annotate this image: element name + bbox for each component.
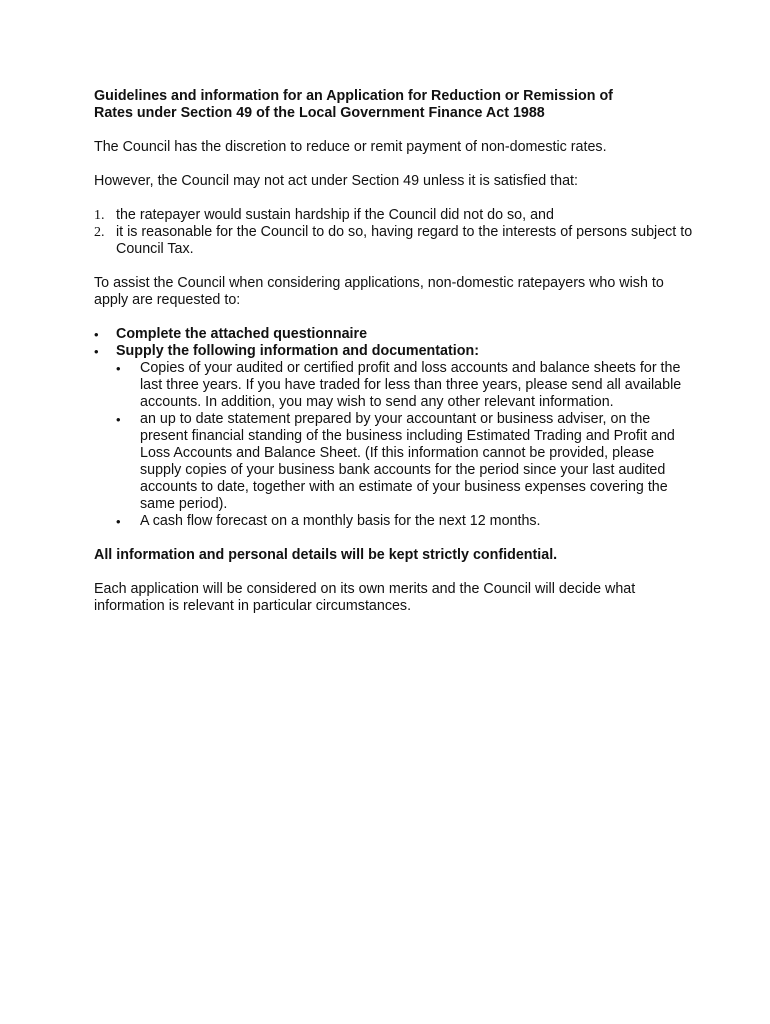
- request-item: [94, 343, 694, 530]
- closing-paragraph: Each application will be considered on its own merits and the Council will decide what information is relevant in particular circumstances.: [94, 581, 636, 614]
- list-number: 1.: [94, 208, 105, 223]
- condition-item: [94, 207, 694, 224]
- request-documentation: Supply the following information and documentation:: [116, 343, 479, 359]
- documentation-sublist: [116, 360, 694, 530]
- request-questionnaire: Complete the attached questionnaire: [116, 326, 368, 342]
- title-line-1: Guidelines and information for an Application for Reduction or Remission of: [94, 88, 613, 104]
- confidentiality-notice: All information and personal details will be kept strictly confidential.: [94, 547, 558, 563]
- documentation-item: [116, 411, 694, 513]
- condition-intro-paragraph: However, the Council may not act under Section 49 unless it is satisfied that:: [94, 173, 578, 189]
- bullet-icon: •: [116, 361, 121, 376]
- bullet-icon: •: [116, 412, 121, 427]
- condition-text: the ratepayer would sustain hardship if the Council did not do so, and: [116, 207, 554, 223]
- documentation-text: A cash flow forecast on a monthly basis for the next 12 months.: [140, 513, 541, 529]
- document-title: [94, 88, 694, 122]
- documentation-text: Copies of your audited or certified profit and loss accounts and balance sheets for the last three years. If you have traded for less than three years, please send all available accounts. In addition, you may wish to send any other relevant information.: [140, 360, 682, 410]
- request-item: [94, 326, 694, 343]
- bullet-icon: •: [116, 514, 121, 529]
- condition-item: [94, 224, 694, 258]
- condition-text: it is reasonable for the Council to do so, having regard to the interests of persons subject to Council Tax.: [116, 224, 693, 257]
- list-number: 2.: [94, 225, 105, 240]
- conditions-list: [94, 207, 694, 258]
- intro-paragraph: The Council has the discretion to reduce or remit payment of non-domestic rates.: [94, 139, 607, 155]
- bullet-icon: •: [94, 344, 99, 359]
- title-line-2: Rates under Section 49 of the Local Government Finance Act 1988: [94, 105, 545, 121]
- assist-intro-paragraph: To assist the Council when considering applications, non-domestic ratepayers who wish to apply are requested to:: [94, 275, 664, 308]
- documentation-item: [116, 360, 694, 411]
- document-page: [94, 88, 694, 615]
- documentation-text: an up to date statement prepared by your accountant or business adviser, on the present financial standing of the business including Estimated Trading and Profit and Loss Accounts and Balance Sheet. (If this information cannot be provided, please supply copies of your business bank accounts for the period since your last audited accounts to date, together with an estimate of your business expenses covering the same period).: [140, 411, 675, 512]
- bullet-icon: •: [94, 327, 99, 342]
- requests-list: [94, 326, 694, 530]
- documentation-item: [116, 513, 694, 530]
